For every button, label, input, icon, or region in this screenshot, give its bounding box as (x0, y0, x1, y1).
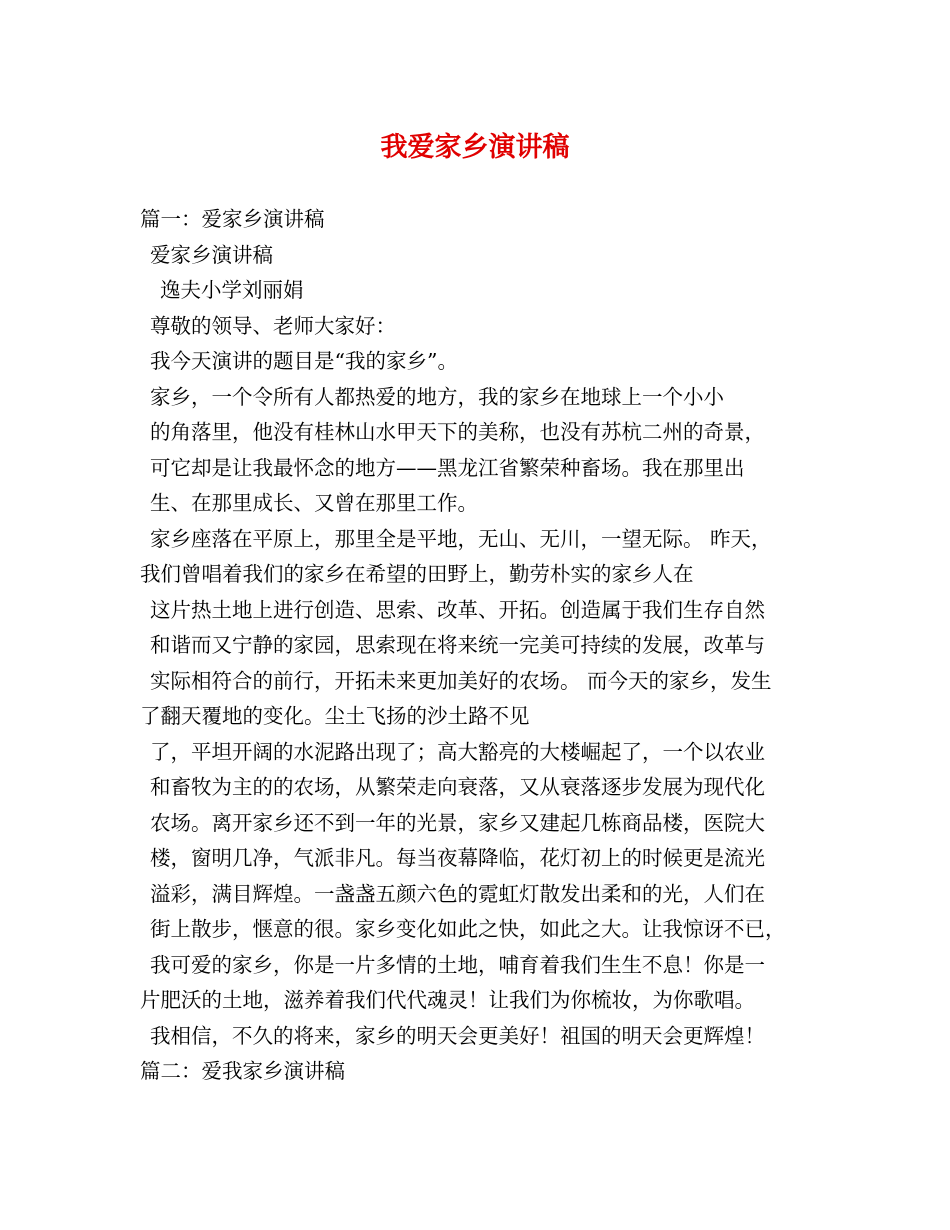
text-line: 可它却是让我最怀念的地方——黑龙江省繁荣种畜场。我在那里出 (150, 455, 745, 480)
document-title: 我爱家乡演讲稿 (380, 132, 570, 163)
text-line: 溢彩，满目辉煌。一盏盏五颜六色的霓虹灯散发出柔和的光，人们在 (150, 881, 765, 906)
text-line: 街上散步，惬意的很。家乡变化如此之快，如此之大。让我惊讶不已， (150, 917, 786, 941)
text-line: 家乡座落在平原上，那里全是平地，无山、无川，一望无际。 昨天， (150, 526, 772, 551)
text-line: 了，平坦开阔的水泥路出现了；高大豁亮的大楼崛起了，一个以农业 (150, 739, 765, 764)
section-heading: 篇二：爱我家乡演讲稿 (140, 1059, 345, 1083)
text-line: 我相信，不久的将来，家乡的明天会更美好！祖国的明天会更辉煌！ (150, 1023, 765, 1048)
text-line: 农场。离开家乡还不到一年的光景，家乡又建起几栋商品楼，医院大 (150, 810, 765, 835)
greeting-line: 尊敬的领导、老师大家好： (150, 313, 396, 338)
text-line: 我们曾唱着我们的家乡在希望的田野上，勤劳朴实的家乡人在 (140, 562, 694, 586)
text-line: 生、在那里成长、又曾在那里工作。 (150, 491, 478, 515)
text-line: 这片热土地上进行创造、思索、改革、开拓。创造属于我们生存自然 (150, 597, 765, 622)
text-line: 了翻天覆地的变化。尘土飞扬的沙土路不见 (140, 704, 530, 728)
text-line: 的角落里，他没有桂林山水甲天下的美称，也没有苏杭二州的奇景， (150, 420, 765, 444)
text-line: 片肥沃的土地，滋养着我们代代魂灵！让我们为你梳妆，为你歌唱。 (140, 988, 755, 1012)
text-line: 我可爱的家乡，你是一片多情的土地，哺育着我们生生不息！你是一 (150, 952, 765, 977)
text-line: 家乡，一个令所有人都热爱的地方，我的家乡在地球上一个小小 (150, 384, 724, 409)
text-line: 实际相符合的前行，开拓未来更加美好的农场。 而今天的家乡，发生 (150, 668, 772, 693)
text-line: 和谐而又宁静的家园，思索现在将来统一完美可持续的发展，改革与 (150, 633, 765, 657)
text-line: 我今天演讲的题目是“我的家乡”。 (150, 349, 458, 373)
text-line: 楼，窗明几净，气派非凡。每当夜幕降临，花灯初上的时候更是流光 (150, 846, 765, 870)
section-heading: 篇一：爱家乡演讲稿 (140, 207, 325, 231)
speech-title: 爱家乡演讲稿 (150, 242, 273, 267)
author-line: 逸夫小学刘丽娟 (160, 278, 304, 302)
text-line: 和畜牧为主的的农场，从繁荣走向衰落，又从衰落逐步发展为现代化 (150, 775, 765, 799)
